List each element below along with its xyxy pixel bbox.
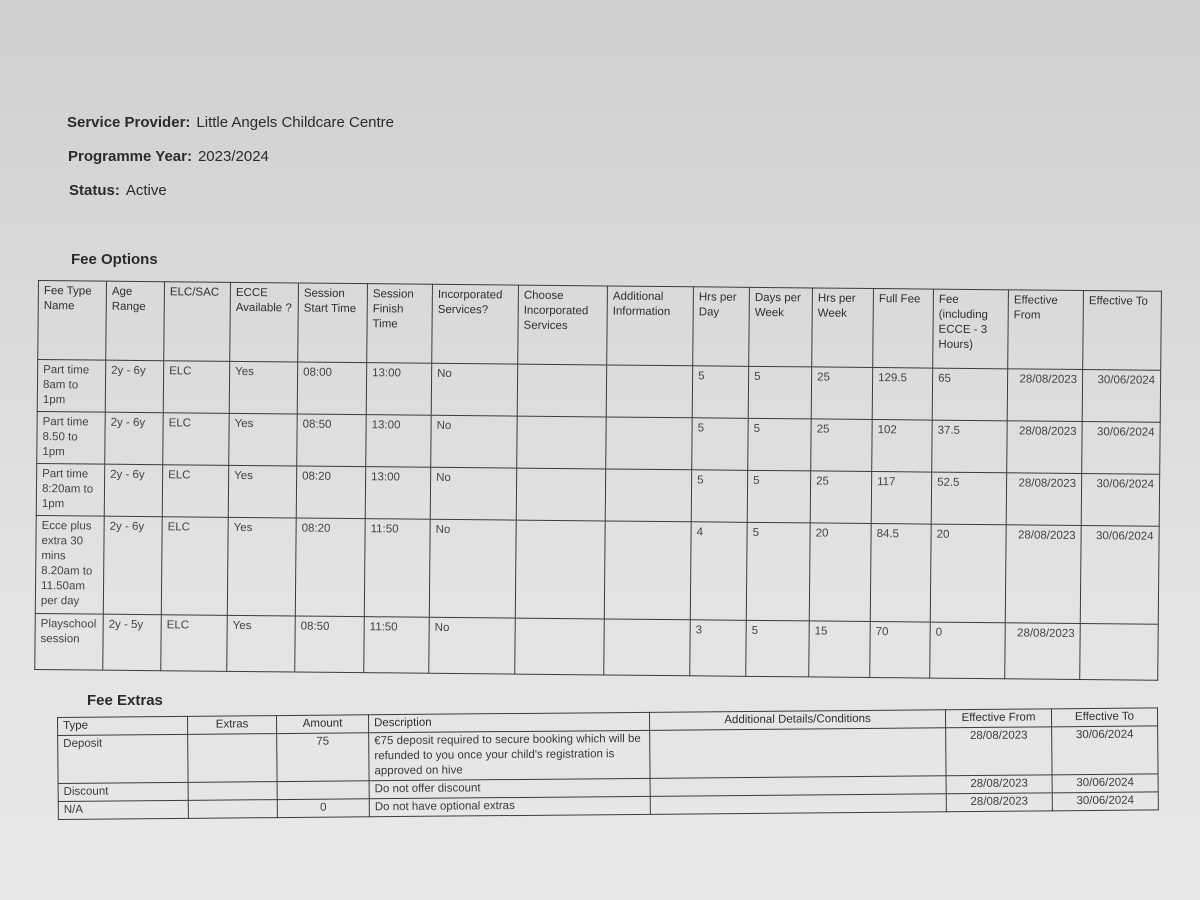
table-cell: [605, 469, 691, 522]
table-cell: 5: [747, 470, 810, 523]
table-cell: N/A: [58, 800, 188, 819]
column-header: Incorporated Services?: [432, 284, 519, 364]
table-cell: Yes: [229, 361, 297, 414]
table-cell: [188, 734, 277, 783]
table-cell: 30/06/2024: [1081, 474, 1159, 527]
status-label: Status:: [69, 182, 120, 199]
table-cell: 11:50: [364, 519, 430, 618]
programme-year-value: 2023/2024: [197, 148, 269, 165]
fee-options-table: [34, 280, 1162, 681]
table-cell: 28/08/2023: [946, 775, 1052, 794]
table-cell: 28/08/2023: [1005, 525, 1081, 624]
table-cell: 28/08/2023: [946, 727, 1052, 776]
table-cell: 129.5: [872, 368, 932, 421]
column-header: Effective To: [1051, 708, 1157, 727]
table-cell: [515, 618, 605, 675]
table-cell: ELC: [161, 517, 228, 616]
table-row: [35, 613, 1158, 680]
table-cell: 13:00: [366, 363, 431, 416]
status-line: [69, 182, 167, 199]
column-header: Fee (including ECCE - 3 Hours): [933, 289, 1009, 369]
table-cell: 37.5: [932, 420, 1007, 473]
table-cell: 13:00: [365, 467, 430, 520]
table-cell: 2y - 6y: [104, 464, 162, 517]
column-header: Hrs per Week: [812, 288, 874, 368]
column-header: Full Fee: [873, 289, 934, 369]
table-cell: 25: [811, 367, 872, 420]
table-cell: No: [431, 415, 517, 468]
table-cell: 4: [690, 522, 747, 621]
table-cell: 2y - 6y: [105, 360, 163, 413]
table-cell: 08:00: [297, 362, 366, 415]
table-cell: [606, 417, 692, 470]
column-header: Fee Type Name: [38, 281, 107, 361]
table-cell: 08:50: [295, 616, 365, 673]
fee-extras-table: [57, 707, 1159, 820]
table-cell: 28/08/2023: [1005, 623, 1081, 680]
status-value: Active: [125, 182, 167, 199]
table-cell: [188, 800, 277, 819]
column-header: Session Start Time: [298, 283, 368, 363]
table-cell: 65: [932, 368, 1007, 421]
table-cell: 5: [692, 418, 748, 471]
column-header: Description: [368, 712, 649, 732]
table-cell: 2y - 5y: [103, 614, 162, 671]
table-cell: [1080, 624, 1159, 681]
table-cell: [517, 364, 606, 417]
table-cell: [277, 781, 369, 800]
table-cell: 28/08/2023: [1006, 473, 1081, 526]
table-cell: [188, 782, 277, 801]
table-cell: 28/08/2023: [1007, 369, 1082, 422]
table-cell: 08:20: [295, 518, 365, 617]
table-cell: ELC: [163, 413, 229, 466]
table-cell: 52.5: [931, 472, 1006, 525]
service-provider-line: [67, 114, 394, 131]
table-cell: 102: [872, 420, 932, 473]
table-cell: No: [431, 363, 517, 416]
table-cell: Part time 8am to 1pm: [37, 360, 105, 413]
table-cell: 75: [277, 733, 369, 782]
table-cell: 2y - 6y: [103, 516, 162, 615]
table-cell: 08:50: [297, 414, 366, 467]
table-cell: [606, 365, 692, 418]
column-header: Type: [58, 716, 188, 735]
table-cell: [650, 794, 946, 815]
table-row: [35, 515, 1159, 624]
table-cell: €75 deposit required to secure booking which will be refunded to you once your child's registration is approved on hive: [369, 730, 650, 780]
fee-options-header-row: [38, 281, 1162, 371]
table-cell: Do not have optional extras: [369, 796, 650, 816]
table-cell: 2y - 6y: [105, 412, 163, 465]
table-cell: 20: [930, 524, 1006, 623]
table-cell: No: [430, 467, 516, 520]
column-header: Session Finish Time: [367, 284, 433, 364]
table-cell: 5: [748, 366, 811, 419]
table-cell: [604, 521, 691, 620]
table-cell: 20: [809, 523, 871, 622]
table-cell: ELC: [163, 361, 229, 414]
table-cell: 5: [691, 470, 747, 523]
table-cell: [650, 728, 946, 779]
fee-options-title: Fee Options: [71, 251, 158, 268]
table-cell: 30/06/2024: [1052, 726, 1158, 775]
table-cell: Deposit: [58, 734, 188, 783]
table-cell: ELC: [162, 465, 228, 518]
column-header: ELC/SAC: [164, 282, 231, 362]
table-cell: 5: [746, 620, 810, 677]
table-cell: Part time 8.50 to 1pm: [37, 411, 105, 464]
service-provider-value: Little Angels Childcare Centre: [196, 114, 395, 131]
column-header: Choose Incorporated Services: [518, 285, 608, 365]
table-cell: 28/08/2023: [946, 793, 1052, 812]
table-cell: 117: [871, 472, 931, 525]
table-cell: 5: [748, 418, 811, 471]
table-cell: Yes: [227, 615, 296, 672]
table-cell: [515, 520, 605, 619]
column-header: Days per Week: [749, 287, 813, 367]
table-cell: 5: [692, 366, 748, 419]
table-cell: 30/06/2024: [1082, 370, 1160, 423]
column-header: Effective From: [945, 709, 1051, 728]
table-cell: 11:50: [364, 617, 430, 674]
table-cell: Ecce plus extra 30 mins 8.20am to 11.50am per day: [35, 515, 104, 614]
table-cell: 70: [870, 622, 931, 679]
column-header: Amount: [276, 715, 368, 734]
column-header: Additional Details/Conditions: [649, 710, 945, 731]
table-cell: No: [429, 617, 516, 674]
table-cell: 25: [810, 471, 871, 524]
column-header: Age Range: [106, 281, 165, 361]
table-cell: 13:00: [366, 415, 431, 468]
table-cell: 3: [690, 620, 747, 677]
table-cell: 15: [809, 621, 871, 678]
table-cell: Part time 8:20am to 1pm: [36, 463, 104, 516]
table-cell: Yes: [229, 413, 297, 466]
table-cell: 30/06/2024: [1082, 422, 1160, 475]
table-cell: 08:20: [296, 466, 365, 519]
table-cell: No: [429, 519, 516, 618]
programme-year-label: Programme Year:: [68, 148, 192, 165]
table-cell: ELC: [161, 615, 228, 672]
table-cell: 28/08/2023: [1007, 421, 1082, 474]
column-header: ECCE Available ?: [230, 282, 299, 362]
table-cell: 0: [277, 799, 369, 818]
table-cell: Playschool session: [35, 613, 104, 670]
column-header: Effective From: [1008, 290, 1084, 370]
table-cell: 30/06/2024: [1052, 774, 1158, 793]
table-cell: Discount: [58, 782, 188, 801]
table-cell: 30/06/2024: [1052, 792, 1158, 811]
table-cell: 84.5: [870, 524, 931, 623]
table-cell: Yes: [227, 517, 296, 616]
table-cell: [516, 468, 605, 521]
table-cell: Do not offer discount: [369, 778, 650, 798]
column-header: Effective To: [1083, 291, 1162, 371]
table-cell: Yes: [228, 465, 296, 518]
column-header: Extras: [187, 716, 276, 735]
table-cell: [604, 619, 691, 676]
column-header: Additional Information: [607, 286, 694, 366]
table-cell: 25: [811, 419, 872, 472]
column-header: Hrs per Day: [693, 287, 750, 367]
service-provider-label: Service Provider:: [67, 114, 191, 131]
table-cell: 30/06/2024: [1080, 526, 1159, 625]
table-cell: 0: [930, 622, 1006, 679]
fee-extras-title: Fee Extras: [87, 692, 163, 709]
table-cell: [517, 416, 606, 469]
programme-year-line: [68, 148, 269, 165]
table-cell: 5: [746, 522, 810, 621]
